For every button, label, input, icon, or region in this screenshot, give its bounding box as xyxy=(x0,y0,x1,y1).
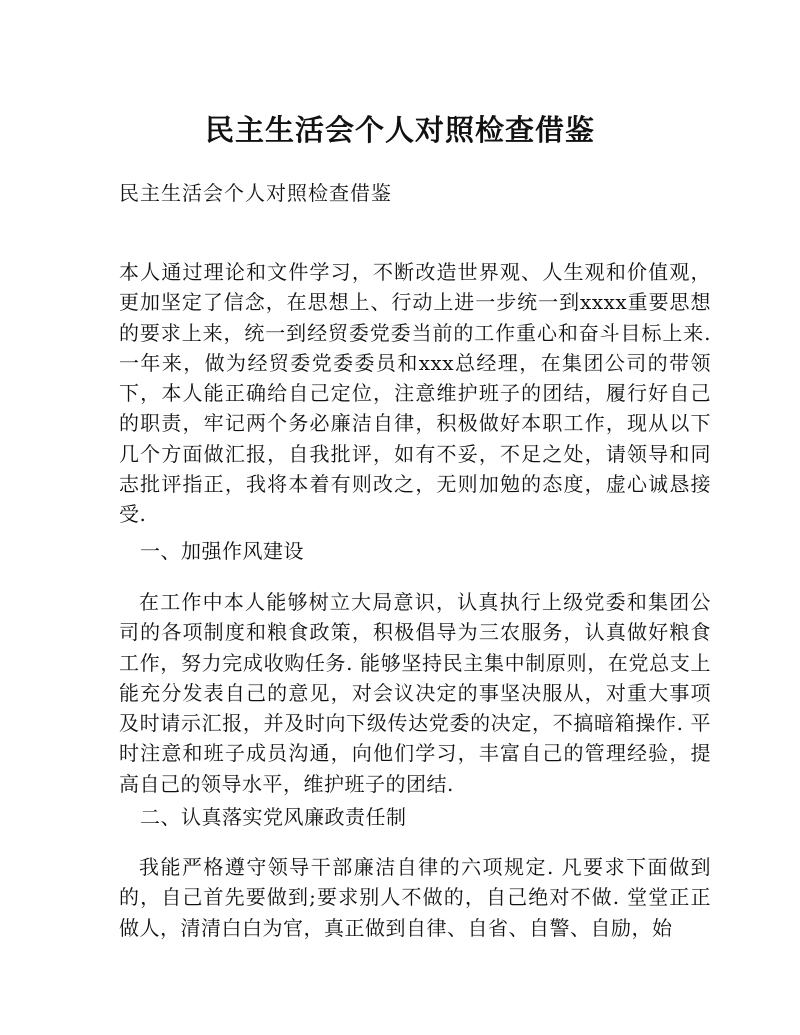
document-title: 民主生活会个人对照检查借鉴 xyxy=(204,113,595,147)
section-heading-1: 一、加强作风建设 xyxy=(140,539,304,563)
section-body-2: 我能严格遵守领导干部廉洁自律的六项规定. 凡要求下面做到的，自己首先要做到;要求别人不做的，自己绝对不做. 堂堂正正做人，清清白白为官，真正做到自律、自省、自警、自励，始 xyxy=(119,855,711,940)
document-subtitle: 民主生活会个人对照检查借鉴 xyxy=(119,181,392,205)
intro-paragraph: 本人通过理论和文件学习，不断改造世界观、人生观和价值观，更加坚定了信念，在思想上、行动上进一步统一到xxxx重要思想的要求上来，统一到经贸委党委当前的工作重心和奋斗目标上来. 一年来，做为经贸委党委委员和xxx总经理，在集团公司的带领下，本人能正确给自己定位，注意维护班子的团结，履行好自己的职责，牢记两个务必廉洁自律，积极做好本职工作，现从以下几个方面做汇报，自我批评，如有不妥，不足之处，请领导和同志批评指正，我将本着有则改之，无则加勉的态度，虚心诚恳接受. xyxy=(119,260,711,527)
section-body-1: 在工作中本人能够树立大局意识，认真执行上级党委和集团公司的各项制度和粮食政策，积极倡导为三农服务，认真做好粮食工作，努力完成收购任务. 能够坚持民主集中制原则，在党总支上能充分发表自己的意见，对会议决定的事坚决服从，对重大事项及时请示汇报，并及时向下级传达党委的决定，不搞暗箱操作. 平时注意和班子成员沟通，向他们学习，丰富自己的管理经验，提高自己的领导水平，维护班子的团结. xyxy=(119,590,711,796)
section-heading-2: 二、认真落实党风廉政责任制 xyxy=(140,805,407,829)
